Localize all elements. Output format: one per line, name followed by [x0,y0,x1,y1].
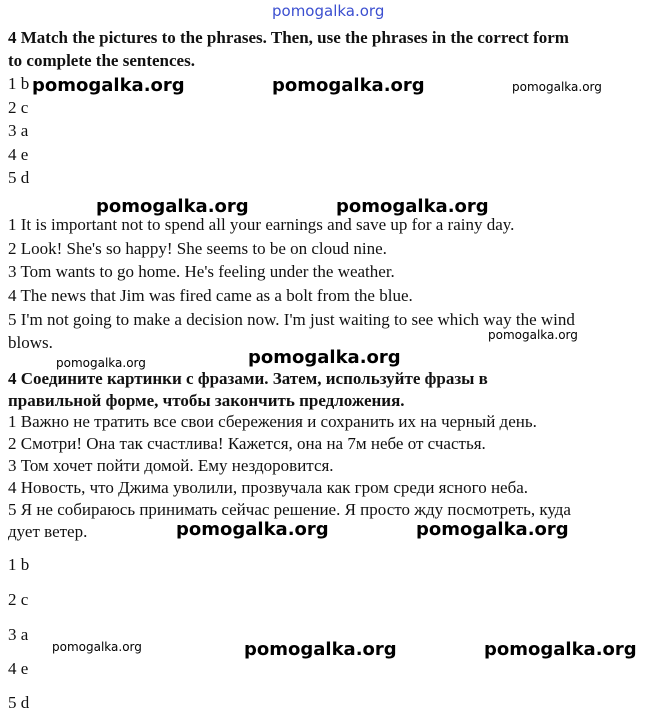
russian-answer-2: 2 c [8,590,29,609]
russian-heading-line1: 4 Соедините картинки с фразами. Затем, используйте фразы в [8,369,488,388]
english-answer-1: 1 b [8,74,30,93]
watermark: pomogalka.org [176,519,329,540]
english-heading-line2: to complete the sentences. [8,51,195,70]
english-answer-2: 2 c [8,98,29,117]
watermark: pomogalka.org [416,519,569,540]
watermark: pomogalka.org [96,196,249,217]
russian-sentence-4: 4 Новость, что Джима уволили, прозвучала как гром среди ясного неба. [8,478,529,497]
watermark: pomogalka.org [488,328,578,342]
english-answer-5: 5 d [8,168,30,187]
russian-answer-1: 1 b [8,555,30,574]
english-answer-3: 3 a [8,121,29,140]
watermark: pomogalka.org [484,639,637,660]
watermark: pomogalka.org [272,75,425,96]
russian-sentence-5-cont: дует ветер. [8,522,88,541]
watermark: pomogalka.org [512,80,602,94]
top-watermark: pomogalka.org [272,2,385,20]
english-sentence-2: 2 Look! She's so happy! She seems to be on cloud nine. [8,239,387,258]
russian-sentence-1: 1 Важно не тратить все свои сбережения и сохранить их на черный день. [8,412,537,431]
english-sentence-3: 3 Tom wants to go home. He's feeling under the weather. [8,262,395,281]
watermark: pomogalka.org [248,347,401,368]
english-heading-line1: 4 Match the pictures to the phrases. Then, use the phrases in the correct form [8,28,569,47]
russian-answer-3: 3 a [8,625,29,644]
russian-answer-4: 4 e [8,659,29,678]
russian-sentence-2: 2 Смотри! Она так счастлива! Кажется, она на 7м небе от счастья. [8,434,486,453]
english-sentence-5: 5 I'm not going to make a decision now. I'm just waiting to see which way the wind [8,310,575,329]
russian-answer-5: 5 d [8,693,30,712]
russian-heading-line2: правильной форме, чтобы закончить предложения. [8,391,405,410]
watermark: pomogalka.org [52,640,142,654]
english-sentence-5-cont: blows. [8,333,53,352]
watermark: pomogalka.org [336,196,489,217]
watermark: pomogalka.org [32,75,185,96]
russian-sentence-5: 5 Я не собираюсь принимать сейчас решение. Я просто жду посмотреть, куда [8,500,571,519]
english-answer-4: 4 e [8,145,29,164]
watermark: pomogalka.org [56,356,146,370]
english-sentence-4: 4 The news that Jim was fired came as a bolt from the blue. [8,286,413,305]
watermark: pomogalka.org [244,639,397,660]
english-sentence-1: 1 It is important not to spend all your earnings and save up for a rainy day. [8,215,515,234]
russian-sentence-3: 3 Том хочет пойти домой. Ему нездоровится. [8,456,334,475]
